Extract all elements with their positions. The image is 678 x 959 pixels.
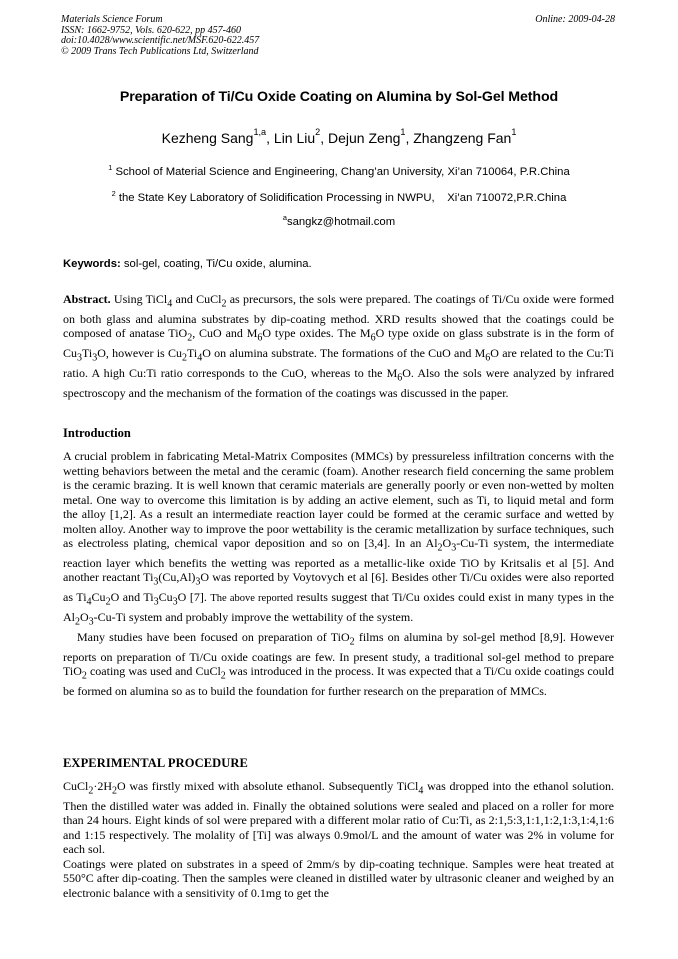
author-name: Zhangzeng Fan [413,130,512,146]
keywords [63,258,312,270]
introduction-body [63,449,614,699]
author-name: Lin Liu [273,130,316,146]
abstract-label: Abstract. [63,292,111,306]
abstract [63,292,614,401]
author-affiliation-mark: 1 [400,127,406,137]
journal-name: Materials Science Forum [61,14,163,25]
email-mark: a [282,213,287,222]
keywords-text: sol-gel, coating, Ti/Cu oxide, alumina. [120,258,312,270]
affiliation-text: School of Material Science and Engineering, Chang’an University, Xi’an 710064, P.R.China [115,166,570,178]
affiliation-mark: 2 [111,189,116,198]
affiliation-2 [30,189,648,204]
experimental-body [63,779,614,900]
experimental-heading: EXPERIMENTAL PROCEDURE [63,756,248,770]
author-name: Kezheng Sang [161,130,254,146]
doi-line: doi:10.4028/www.scientific.net/MSF.620-622.457 [61,35,260,47]
abstract-text: Using TiCl$_4$ and CuCl$_2$ as precursors, the sols were prepared. The coatings of Ti/Cu oxide were formed on both glass and alumina substrates by dip-coating method. XRD results showed that the coatings could be composed of anatase TiO$_2$, CuO and $M_6O$ type oxides. The $M_6O$ type oxide on glass substrate is in the form of $Cu_3Ti_3O$, however is $Cu_2Ti_4O$ on alumina substrate. The formations of the CuO and $M_6O$ are related to the Cu:Ti ratio. A high Cu:Ti ratio corresponds to the CuO, whereas to the $M_6O$. Also the sols were analyzed by infrared spectroscopy and the mechanism of the formation of the coatings was discussed in the paper. [63,292,615,401]
author-email [30,213,648,228]
author-affiliation-mark: 1,a [253,127,267,137]
online-date: Online: 2009-04-28 [535,14,615,25]
paragraph: Many studies have been focused on preparation of TiO$_2$ films on alumina by sol-gel method [8,9]. However reports on preparation of Ti/Cu oxide coatings are few. In present study, a traditional sol-gel method to prepare TiO$_2$ coating was used and CuCl$_2$ was introduced in the process. It was expected that a Ti/Cu oxide coatings could be formed on alumina so as to build the foundation for further research on the preparation of MMCs. [63,630,615,699]
paper-title: Preparation of Ti/Cu Oxide Coating on Alumina by Sol-Gel Method [119,89,559,105]
author-name: Dejun Zeng [328,130,401,146]
journal-header [61,15,421,57]
copyright-line: © 2009 Trans Tech Publications Ltd, Switzerland [61,45,259,57]
author-affiliation-mark: 1 [511,127,517,137]
paragraph: Coatings were plated on substrates in a speed of 2mm/s by dip-coating technique. Samples were heat treated at 550°C after dip-coating. Then the samples were cleaned in distilled water by ultrasonic cleaner and weighed by an electronic balance with a sensitivity of 0.1mg to get the [63,856,614,900]
paragraph: $CuCl_2\cdot 2H_2O$ was firstly mixed with absolute ethanol. Subsequently TiCl$_4$ was dropped into the ethanol solution. Then the distilled water was added in. Finally the obtained solutions were sealed and placed on a roller for more than 24 hours. Eight kinds of sol were prepared with a different molar ratio of Cu:Ti, as 2:1,5:3,1:1,1:2,1:3,1:4,1:6 and 1:15 respectively. The molality of [Ti] was always 0.9mol/L and the amount of water was 2% in volume for each sol. [63,779,614,857]
introduction-heading: Introduction [63,426,131,440]
author-list: Kezheng Sang$^{1,a}$, Lin Liu$^2$, Dejun Zeng$^1$, Zhangzeng Fan$^1$ [161,127,517,146]
author-affiliation-mark: 2 [315,127,321,137]
issn-line: ISSN: 1662-9752, Vols. 620-622, pp 457-460 [61,24,241,36]
affiliation-mark: 1 [108,163,113,172]
affiliation-1 [30,163,648,178]
paragraph: A crucial problem in fabricating Metal-Matrix Composites (MMCs) by pressureless infiltration concerns with the wetting behaviors between the metal and the ceramic (foam). Another research field concerning the same problem is the ceramic brazing. It is well known that ceramic materials are generally poorly or even non-wetted by molten metal. One way to overcome this limitation is by adding an active element, such as Ti, to liquid metal and form the alloy [1,2]. As a result an intermediate reaction layer could be formed at the ceramic surface and wetted by molten alloy. Another way to improve the poor wettability is the ceramic metallization by surface techniques, such as electroless plating, chemical vapor deposition and so on [3,4]. In an $Al_2O_3-Cu-Ti$ system, the intermediate reaction layer which benefits the wetting was reported as a metallic-like oxide TiO by Kritsalis et al [5]. And another reactant $Ti_3(Cu,Al)_3O$ was reported by Voytovych et al [6]. Besides other Ti/Cu oxides were also reported as $Ti_4Cu_2O$ and $Ti_3Cu_3O$ [7]. The above reported results suggest that Ti/Cu oxides could exist in many types in the $Al_2O_3-Cu-Ti$ system and probably improve the wettability of the system. [63,449,614,628]
affiliation-text: the State Key Laboratory of Solidification Processing in NWPU, Xi’an 710072,P.R.China [118,192,567,204]
keywords-label: Keywords: [63,258,121,270]
email-address: sangkz@hotmail.com [286,216,396,228]
